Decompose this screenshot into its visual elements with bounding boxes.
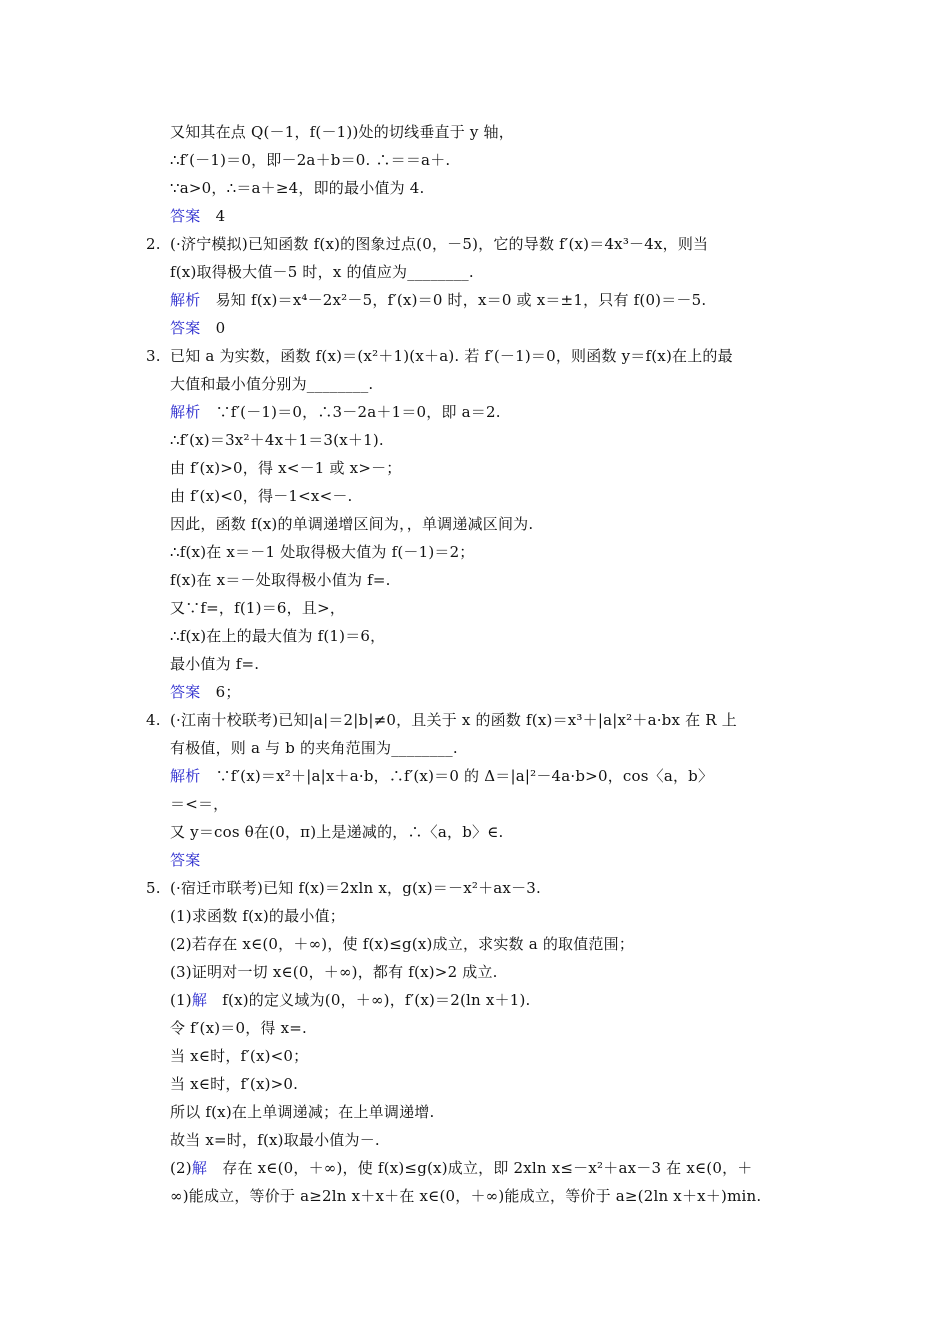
solution-line: (1)解 f(x)的定义域为(0，＋∞)，f′(x)＝2(ln x＋1). (170, 991, 531, 1009)
text-line: ∴f(x)在 x＝－1 处取得极大值为 f(－1)＝2； (170, 543, 475, 561)
text-line: ＝<＝， (170, 795, 229, 813)
question-line: 4. (·江南十校联考)已知|a|＝2|b|≠0，且关于 x 的函数 f(x)＝x³＋|a|x²＋a·bx 在 R 上 (146, 711, 737, 729)
analysis-line: 解析 ∵f′(－1)＝0，∴3－2a＋1＝0，即 a＝2. (170, 403, 501, 421)
text-line: 又知其在点 Q(－1，f(－1))处的切线垂直于 y 轴， (170, 123, 514, 141)
analysis-line: 解析 易知 f(x)＝x⁴－2x²－5，f′(x)＝0 时，x＝0 或 x＝±1，只有 f(0)＝－5. (170, 291, 707, 309)
solution-line: (2)解 存在 x∈(0，＋∞)，使 f(x)≤g(x)成立，即 2xln x≤－x²＋ax－3 在 x∈(0，＋ (170, 1159, 753, 1177)
answer-label: 答案 (170, 851, 201, 869)
text-line: ∴f(x)在上的最大值为 f(1)＝6， (170, 627, 386, 645)
text-line: 最小值为 f=. (170, 655, 260, 673)
text-line: 大值和最小值分别为________. (170, 375, 374, 393)
text-line: 又∵f=，f(1)＝6，且>， (170, 599, 346, 617)
text-line: (1)求函数 f(x)的最小值； (170, 907, 345, 925)
solution-label: 解 (191, 991, 208, 1009)
answer-line: 答案 4 (170, 207, 226, 225)
text-line: 故当 x=时，f(x)取最小值为－. (170, 1131, 380, 1149)
text-line: 有极值，则 a 与 b 的夹角范围为________. (170, 739, 458, 757)
question-line: 5. (·宿迁市联考)已知 f(x)＝2xln x，g(x)＝－x²＋ax－3. (146, 879, 541, 897)
question-line: 2. (·济宁模拟)已知函数 f(x)的图象过点(0，－5)，它的导数 f′(x)＝4x³－4x，则当 (146, 235, 709, 253)
text-line: ∵a>0，∴＝a＋≥4，即的最小值为 4. (170, 179, 425, 197)
text-line: ∴f′(－1)＝0，即－2a＋b＝0. ∴＝＝a＋. (170, 151, 451, 169)
answer-line: 答案 6； (170, 683, 241, 701)
answer-line (170, 850, 200, 870)
text-line: (2)若存在 x∈(0，＋∞)，使 f(x)≤g(x)成立，求实数 a 的取值范围； (170, 935, 635, 953)
text-line: ∴f′(x)＝3x²＋4x＋1＝3(x＋1). (170, 431, 384, 449)
answer-label: 答案 (170, 207, 201, 225)
answer-line: 答案 0 (170, 319, 226, 337)
question-number: 4. (146, 711, 161, 729)
answer-label: 答案 (170, 319, 201, 337)
answer-label: 答案 (170, 683, 201, 701)
analysis-label: 解析 (170, 403, 201, 421)
analysis-label: 解析 (170, 291, 201, 309)
question-line: 3. 已知 a 为实数，函数 f(x)＝(x²＋1)(x＋a). 若 f′(－1)＝0，则函数 y＝f(x)在上的最 (146, 347, 733, 365)
text-line: f(x)在 x＝－处取得极小值为 f=. (170, 571, 391, 589)
text-line: (3)证明对一切 x∈(0，＋∞)，都有 f(x)>2 成立. (170, 963, 498, 981)
text-line: 当 x∈时，f′(x)<0； (170, 1047, 309, 1065)
text-line: ∞)能成立，等价于 a≥2ln x＋x＋在 x∈(0，＋∞)能成立，等价于 a≥(2ln x＋x＋)min. (170, 1187, 762, 1205)
text-line: 当 x∈时，f′(x)>0. (170, 1075, 299, 1093)
text-line: 又 y＝cos θ在(0，π)上是递减的，∴〈a，b〉∈. (170, 823, 504, 841)
text-line: 所以 f(x)在上单调递减；在上单调递增. (170, 1103, 435, 1121)
solution-label: 解 (191, 1159, 208, 1177)
question-number: 5. (146, 879, 161, 897)
text-line: 令 f′(x)＝0，得 x=. (170, 1019, 307, 1037)
question-number: 2. (146, 235, 161, 253)
text-line: 由 f′(x)>0，得 x<－1 或 x>－； (170, 459, 402, 477)
text-line: f(x)取得极大值－5 时，x 的值应为________. (170, 263, 474, 281)
question-number: 3. (146, 347, 161, 365)
text-line: 因此，函数 f(x)的单调递增区间为，，单调递减区间为. (170, 515, 534, 533)
analysis-line: 解析 ∵f′(x)＝x²＋|a|x＋a·b，∴f′(x)＝0 的 Δ＝|a|²－4a·b>0，cos〈a，b〉 (170, 767, 714, 785)
analysis-label: 解析 (170, 767, 201, 785)
text-line: 由 f′(x)<0，得－1<x<－. (170, 487, 353, 505)
